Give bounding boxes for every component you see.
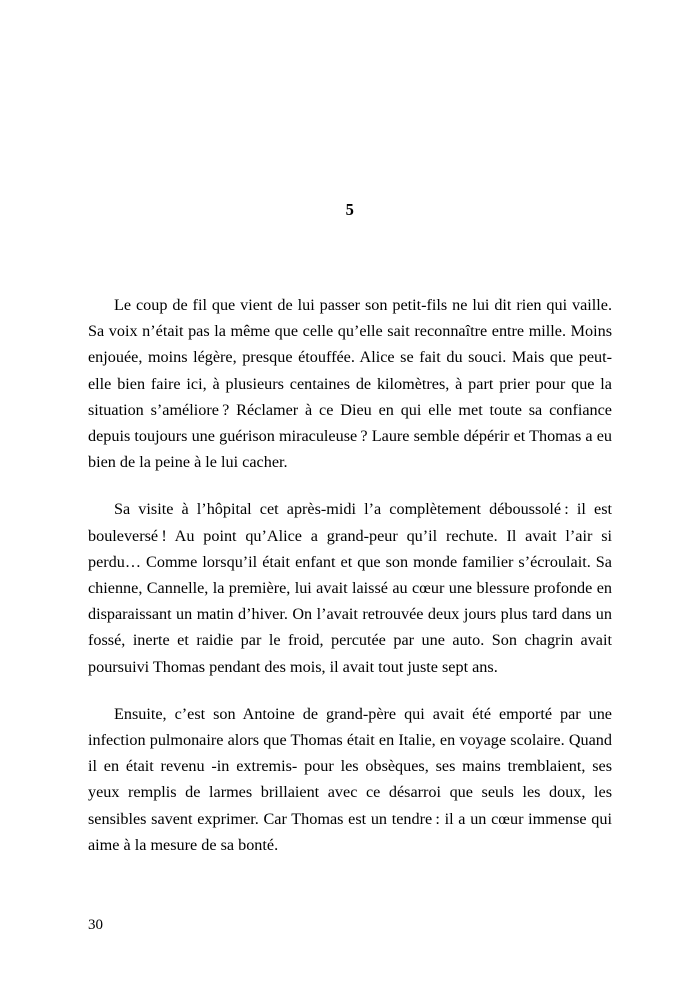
page-number: 30: [88, 917, 103, 933]
body-text: [88, 292, 612, 858]
paragraph: Ensuite, c’est son Antoine de grand-père qui avait été emporté par une infection pulmonaire alors que Thomas était en Italie, en voyage scolaire. Quand il en était revenu -in extremis- pour les obsèques, ses mains tremblaient, ses yeux remplis de larmes brillaient avec ce désarroi que seuls les doux, les sensibles savent exprimer. Car Thomas est un tendre : il a un cœur immense qui aime à la mesure de sa bonté.: [88, 704, 612, 854]
paragraph: Le coup de fil que vient de lui passer son petit-fils ne lui dit rien qui vaille. Sa voix n’était pas la même que celle qu’elle sait reconnaître entre mille. Moins enjouée, moins légère, presque étouffée. Alice se fait du souci. Mais que peut-elle bien faire ici, à plusieurs centaines de kilomètres, à part prier pour que la situation s’améliore ? Réclamer à ce Dieu en qui elle met toute sa confiance depuis toujours une guérison miraculeuse ? Laure semble dépérir et Thomas a eu bien de la peine à le lui cacher.: [88, 296, 612, 472]
chapter-number: 5: [345, 200, 355, 219]
paragraph: Sa visite à l’hôpital cet après-midi l’a complètement déboussolé : il est bouleversé ! Au point qu’Alice a grand-peur qu’il rechute. Il avait l’air si perdu… Comme lorsqu’il était enfant et que son monde familier s’écroulait. Sa chienne, Cannelle, la première, lui avait laissé au cœur une blessure profonde en disparaissant un matin d’hiver. On l’avait retrouvée deux jours plus tard dans un fossé, inerte et raidie par le froid, percutée par une auto. Son chagrin avait poursuivi Thomas pendant des mois, il avait tout juste sept ans.: [88, 500, 612, 676]
